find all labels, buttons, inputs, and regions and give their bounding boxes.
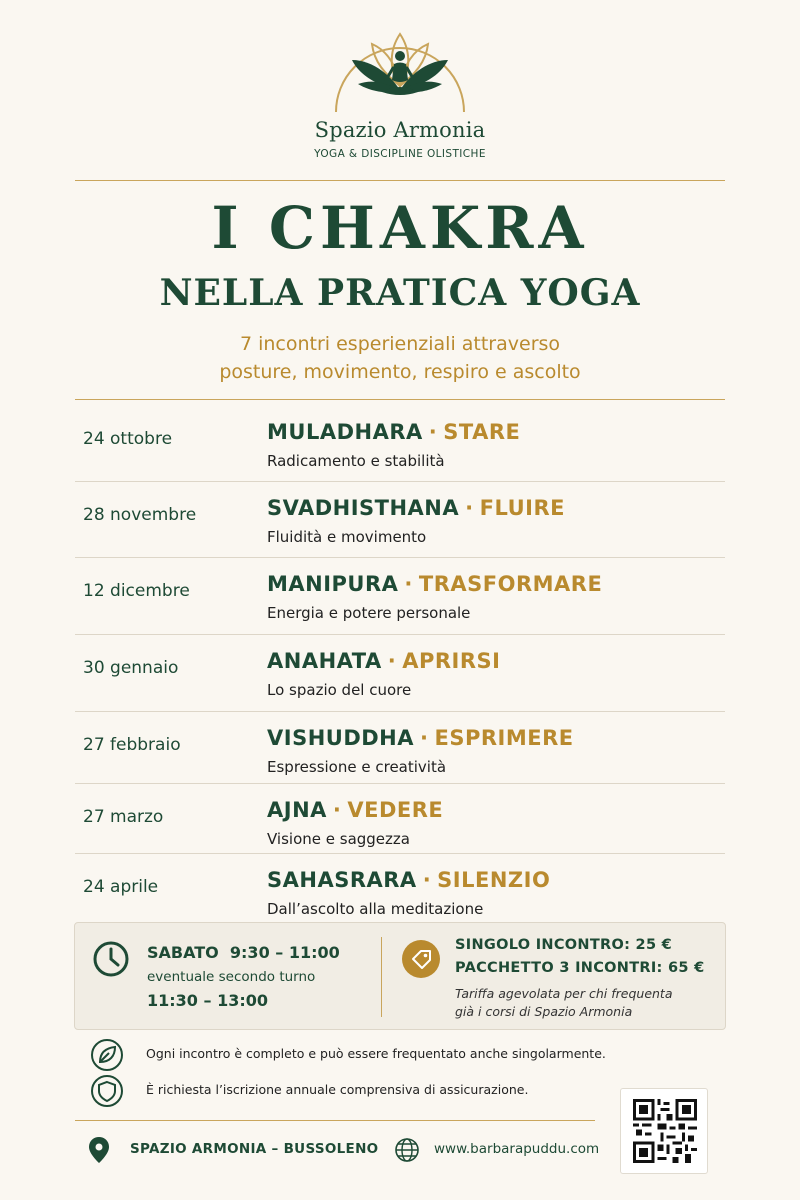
chakra-verb: SILENZIO	[437, 868, 551, 892]
session-date: 27 marzo	[83, 807, 164, 827]
note-registration: È richiesta l’iscrizione annuale comprensiva di assicurazione.	[146, 1082, 529, 1097]
chakra-verb: APRIRSI	[402, 649, 501, 673]
qr-code[interactable]	[620, 1088, 708, 1174]
website-link[interactable]: www.barbarapuddu.com	[434, 1141, 600, 1157]
session-date: 27 febbraio	[83, 735, 181, 755]
schedule-row	[75, 558, 725, 635]
chakra-separator: ·	[420, 726, 429, 750]
info-box	[74, 922, 726, 1030]
second-shift-label: eventuale secondo turno	[147, 969, 316, 985]
chakra-title	[267, 868, 550, 892]
venue-address: SPAZIO ARMONIA – BUSSOLENO	[130, 1141, 379, 1157]
info-divider	[381, 937, 382, 1017]
schedule-row	[75, 854, 725, 922]
qr-code-icon	[633, 1097, 697, 1165]
chakra-description: Dall’ascolto alla meditazione	[267, 900, 484, 918]
clock-icon	[91, 939, 131, 979]
price-package: PACCHETTO 3 INCONTRI: 65 €	[455, 960, 705, 976]
note-single-sessions: Ogni incontro è completo e può essere frequentato anche singolarmente.	[146, 1046, 606, 1061]
chakra-description: Fluidità e movimento	[267, 528, 427, 546]
chakra-separator: ·	[428, 420, 438, 444]
chakra-name: SVADHISTHANA	[267, 496, 460, 520]
shield-icon	[90, 1074, 124, 1108]
schedule-row	[75, 402, 725, 482]
chakra-verb: STARE	[443, 420, 521, 444]
price-note-line1: Tariffa agevolata per chi frequenta	[455, 986, 673, 1001]
chakra-separator: ·	[404, 572, 413, 596]
chakra-separator: ·	[332, 798, 342, 822]
chakra-description: Visione e saggezza	[267, 830, 410, 848]
chakra-verb: TRASFORMARE	[418, 572, 603, 596]
second-shift-time: 11:30 – 13:00	[147, 991, 268, 1010]
chakra-title	[267, 649, 500, 673]
session-date: 28 novembre	[83, 505, 197, 525]
chakra-name: ANAHATA	[267, 649, 382, 673]
divider-top	[75, 180, 725, 181]
session-date: 24 ottobre	[83, 429, 173, 449]
schedule-time: SABATO 9:30 – 11:00	[147, 943, 340, 962]
schedule-row	[75, 784, 725, 854]
divider-schedule	[75, 399, 725, 400]
price-note-line2: già i corsi di Spazio Armonia	[455, 1004, 633, 1019]
chakra-verb: ESPRIMERE	[434, 726, 574, 750]
chakra-name: MANIPURA	[267, 572, 399, 596]
chakra-separator: ·	[465, 496, 474, 520]
chakra-title	[267, 572, 602, 596]
divider-footer	[75, 1120, 595, 1121]
chakra-name: VISHUDDHA	[267, 726, 415, 750]
chakra-verb: FLUIRE	[479, 496, 565, 520]
schedule-row	[75, 635, 725, 712]
chakra-verb: VEDERE	[347, 798, 444, 822]
chakra-description: Radicamento e stabilità	[267, 452, 445, 470]
page-title-line2: NELLA PRATICA YOGA	[159, 272, 641, 314]
location-pin-icon	[88, 1136, 110, 1164]
page-subtitle	[0, 330, 800, 386]
chakra-name: SAHASRARA	[267, 868, 417, 892]
session-date: 30 gennaio	[83, 658, 179, 678]
brand-tagline: YOGA & DISCIPLINE OLISTICHE	[314, 148, 486, 160]
schedule-list	[75, 402, 725, 922]
header	[0, 14, 800, 160]
chakra-title	[267, 798, 443, 822]
session-date: 24 aprile	[83, 877, 159, 897]
session-date: 12 dicembre	[83, 581, 190, 601]
brand-name: Spazio Armonia	[314, 118, 486, 142]
chakra-description: Lo spazio del cuore	[267, 681, 412, 699]
chakra-title	[267, 420, 520, 444]
schedule-row	[75, 712, 725, 784]
chakra-description: Energia e potere personale	[267, 604, 471, 622]
chakra-title	[267, 496, 565, 520]
globe-icon	[394, 1137, 420, 1163]
chakra-name: MULADHARA	[267, 420, 423, 444]
chakra-separator: ·	[387, 649, 397, 673]
chakra-separator: ·	[422, 868, 432, 892]
page-title: I CHAKRA	[211, 194, 589, 262]
price-note	[455, 985, 715, 1021]
leaf-icon	[90, 1038, 124, 1072]
price-single: SINGOLO INCONTRO: 25 €	[455, 937, 673, 953]
chakra-title	[267, 726, 574, 750]
subtitle-line2: posture, movimento, respiro e ascolto	[219, 361, 581, 383]
price-tag-icon	[401, 939, 441, 979]
schedule-row	[75, 482, 725, 558]
chakra-name: AJNA	[267, 798, 327, 822]
chakra-description: Espressione e creatività	[267, 758, 447, 776]
lotus-meditation-icon	[330, 14, 470, 114]
subtitle-line1: 7 incontri esperienziali attraverso	[239, 333, 561, 355]
